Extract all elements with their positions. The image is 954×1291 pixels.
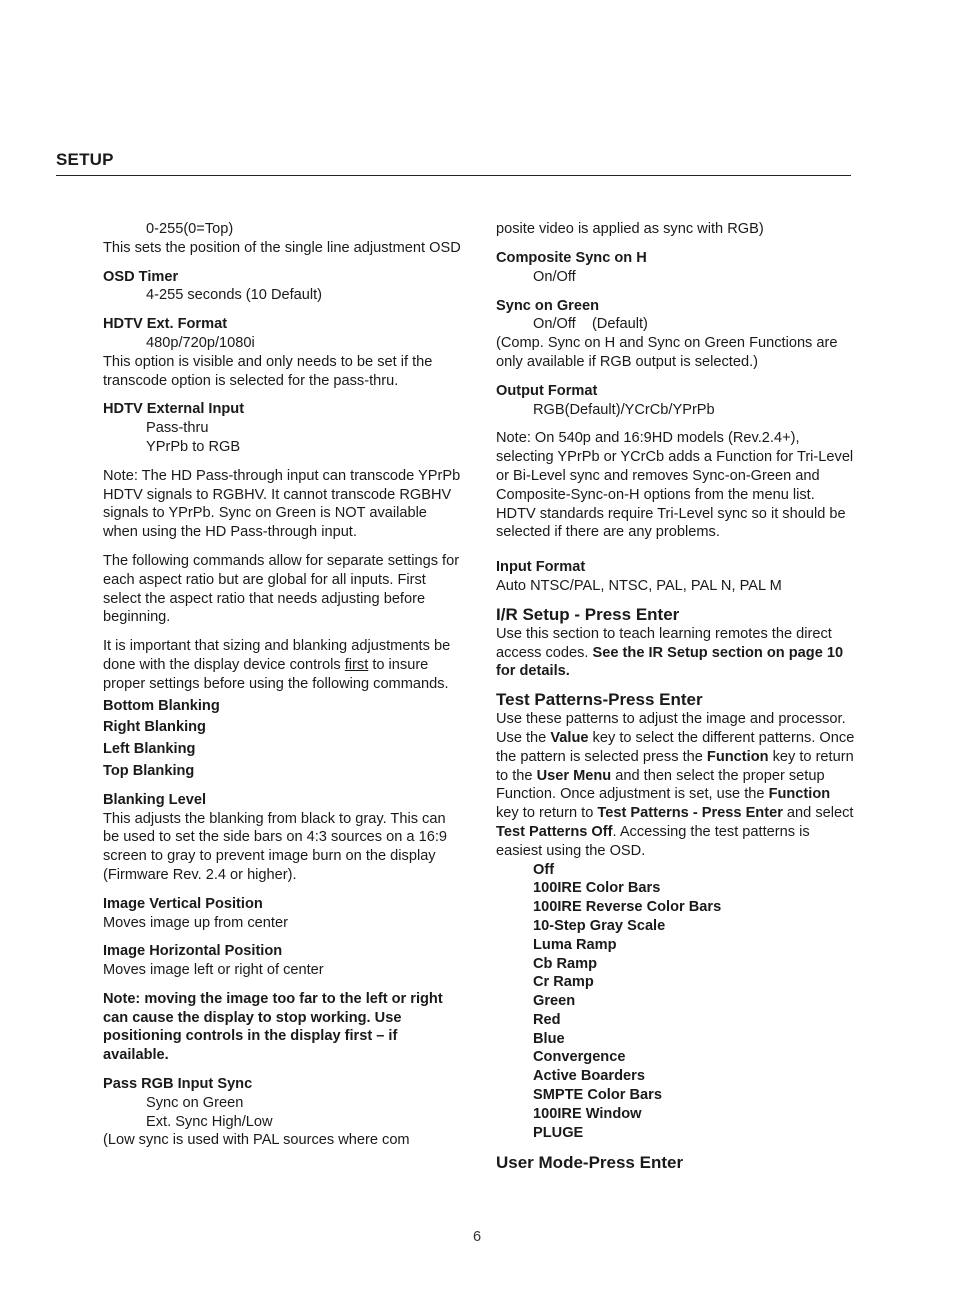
top-blanking: Top Blanking <box>103 762 195 779</box>
ir-setup-text: Use this section to teach learning remotes the direct access codes. <box>496 625 832 661</box>
note-hd-passthrough: Note: The HD Pass-through input can transcode YPrPb HDTV signals to RGBHV. It cannot transcode RGBHV signals to YPrPb. Sync on Green is NOT available when using the HD Pass-through input. <box>103 467 461 541</box>
tp-text-6: and select <box>782 805 854 822</box>
output-format-value: RGB(Default)/YCrCb/YPrPb <box>533 401 715 418</box>
image-vertical-desc: Moves image up from center <box>103 914 288 931</box>
bottom-blanking: Bottom Blanking <box>103 697 220 714</box>
hdtv-ext-format-title: HDTV Ext. Format <box>103 316 228 333</box>
hdtv-external-input-opt1: Pass-thru <box>146 420 209 437</box>
test-pattern-item: Red <box>533 1011 561 1028</box>
aspect-ratio-paragraph: The following commands allow for separate settings for each aspect ratio but are global for all inputs. First select the aspect ratio that needs adjusting before beginning. <box>103 552 460 626</box>
pass-rgb-opt1: Sync on Green <box>146 1094 244 1111</box>
test-pattern-item: 100IRE Reverse Color Bars <box>533 899 722 916</box>
pass-rgb-opt2: Ext. Sync High/Low <box>146 1113 273 1130</box>
blanking-level-title: Blanking Level <box>103 791 206 808</box>
ir-setup-desc <box>496 625 856 681</box>
tp-text-2: key to select the different patterns. Once the pattern is selected press the <box>496 729 855 765</box>
tp-text-4: and then select the proper setup Function. Once adjustment is set, use the <box>496 767 825 803</box>
user-mode-title: User Mode-Press Enter <box>496 1153 684 1173</box>
test-patterns-desc <box>496 710 856 860</box>
image-horizontal-desc: Moves image left or right of center <box>103 962 324 979</box>
sync-on-green-value: On/Off (Default) <box>533 316 648 333</box>
test-patterns-title: Test Patterns-Press Enter <box>496 690 703 710</box>
osd-timer-title: OSD Timer <box>103 268 179 285</box>
output-format-title: Output Format <box>496 382 598 399</box>
blanking-level-desc: This adjusts the blanking from black to gray. This can be used to set the side bars on 4:3 sources on a 16:9 screen to gray to prevent image burn on the display (Firmware Rev. 2.4 or higher). <box>103 810 447 883</box>
note-image-move: Note: moving the image too far to the left or right can cause the display to stop working. Use positioning controls in the display first – if available. <box>103 990 443 1064</box>
image-horizontal-title: Image Horizontal Position <box>103 943 283 960</box>
tp-key-function-2: Function <box>768 786 831 803</box>
sizing-text-post: to insure proper settings before using the following commands. <box>103 656 449 692</box>
right-blanking: Right Blanking <box>103 719 206 736</box>
ir-setup-bold-text: See the IR Setup section on page 10 for details. <box>496 644 844 680</box>
sizing-paragraph <box>103 637 463 693</box>
sizing-text-pre: It is important that sizing and blanking adjustments be done with the display device controls <box>103 638 451 673</box>
tp-text-1: Use these patterns to adjust the image and processor. Use the <box>496 711 846 746</box>
sizing-text-first: first <box>344 656 369 673</box>
composite-sync-value: On/Off <box>533 268 576 285</box>
tp-text-7: . Accessing the test patterns is easiest using the OSD. <box>496 823 810 859</box>
test-pattern-item: Green <box>533 993 576 1010</box>
left-blanking: Left Blanking <box>103 741 196 758</box>
composite-video-continuation-text: posite video is applied as sync with RGB) <box>496 221 764 237</box>
tp-text-3: key to return to the <box>496 748 854 784</box>
hdtv-ext-format-desc: This option is visible and only needs to be set if the transcode option is selected for the pass-thru. <box>103 353 433 389</box>
sync-on-green-title: Sync on Green <box>496 297 599 314</box>
test-pattern-item: Active Boarders <box>533 1068 645 1085</box>
tp-key-tp-off: Test Patterns Off <box>496 823 613 840</box>
header-divider <box>56 175 851 176</box>
test-pattern-item: Cr Ramp <box>533 974 594 991</box>
composite-sync-title: Composite Sync on H <box>496 250 647 266</box>
input-format-value: Auto NTSC/PAL, NTSC, PAL, PAL N, PAL M <box>496 577 782 594</box>
hdtv-external-input-title: HDTV External Input <box>103 401 245 418</box>
test-pattern-item: 100IRE Window <box>533 1105 642 1122</box>
note-540p: Note: On 540p and 16:9HD models (Rev.2.4+), selecting YPrPb or YCrCb adds a Function for Tri-Level or Bi-Level sync and removes Sync-on-Green and Composite-Sync-on-H options from the menu list. HDTV standards require Tri-Level sync so it should be selected if there are any problems. <box>496 430 854 541</box>
left-column <box>103 220 463 1150</box>
tp-text-5: key to return to <box>496 805 598 822</box>
test-pattern-item: Cb Ramp <box>533 955 598 972</box>
test-pattern-list <box>496 861 856 1143</box>
tp-key-value: Value <box>550 729 589 746</box>
test-pattern-item: PLUGE <box>533 1124 584 1141</box>
section-title: SETUP <box>56 150 114 169</box>
sync-on-green-desc: (Comp. Sync on H and Sync on Green Functions are only available if RGB output is selected.) <box>496 335 838 370</box>
tp-key-tp-enter: Test Patterns - Press Enter <box>597 805 783 822</box>
range-value: 0-255(0=Top) <box>146 221 234 237</box>
page-number: 6 <box>472 1229 482 1245</box>
test-pattern-item: 10-Step Gray Scale <box>533 917 666 934</box>
pass-rgb-title: Pass RGB Input Sync <box>103 1076 253 1093</box>
right-column-content <box>496 239 856 1173</box>
hdtv-ext-format-value: 480p/720p/1080i <box>146 334 255 351</box>
test-pattern-item: SMPTE Color Bars <box>533 1087 662 1104</box>
test-pattern-item: Convergence <box>533 1049 626 1066</box>
image-vertical-title: Image Vertical Position <box>103 895 263 912</box>
test-pattern-item: Off <box>533 861 555 878</box>
tp-key-function: Function <box>706 748 769 765</box>
test-pattern-item: Luma Ramp <box>533 936 617 953</box>
ir-setup-title: I/R Setup - Press Enter <box>496 604 680 624</box>
hdtv-external-input-opt2: YPrPb to RGB <box>146 438 241 455</box>
range-description: This sets the position of the single line adjustment OSD <box>103 239 461 256</box>
osd-timer-value: 4-255 seconds (10 Default) <box>146 287 323 304</box>
test-pattern-item: 100IRE Color Bars <box>533 880 661 897</box>
tp-key-user-menu: User Menu <box>536 767 612 784</box>
composite-video-continuation <box>496 220 856 239</box>
input-format-title: Input Format <box>496 559 586 576</box>
pass-rgb-desc: (Low sync is used with PAL sources where com <box>103 1132 410 1149</box>
test-pattern-item: Blue <box>533 1030 565 1047</box>
